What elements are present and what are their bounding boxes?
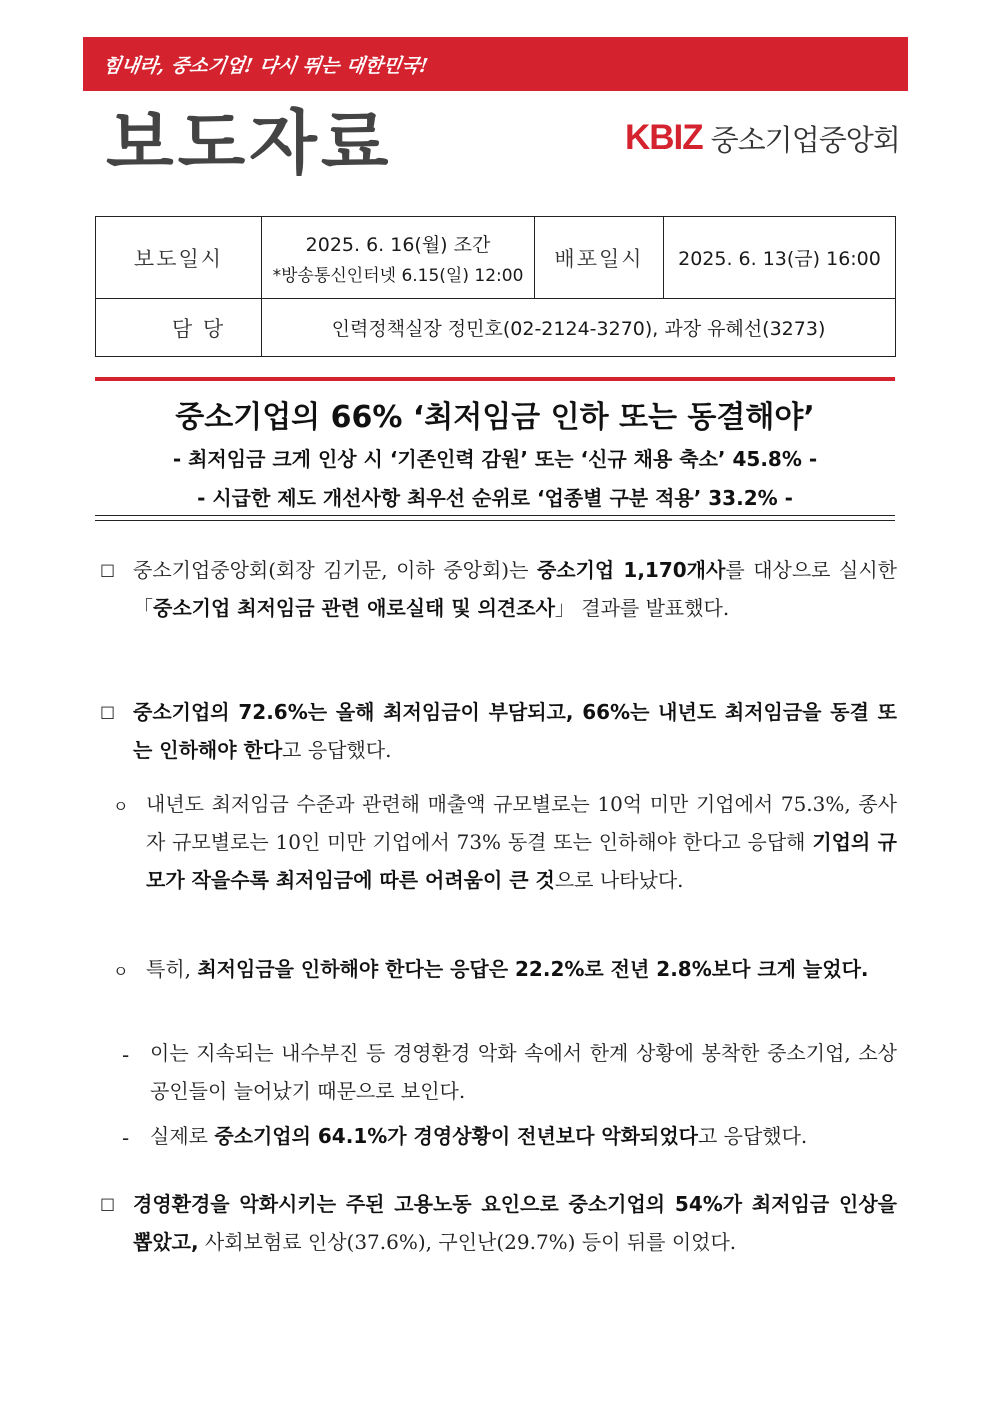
body-paragraph-2: 중소기업의 72.6%는 올해 최저임금이 부담되고, 66%는 내년도 최저임금을 동결 또는 인하해야 한다고 응답했다. xyxy=(133,700,897,762)
release-date: 2025. 6. 16(월) 조간 xyxy=(305,233,491,256)
release-date-cell xyxy=(262,217,535,299)
subheadline-2: - 시급한 제도 개선사항 최우선 순위로 ‘업종별 구분 적용’ 33.2% - xyxy=(197,486,793,510)
distribute-date: 2025. 6. 13(금) 16:00 xyxy=(664,217,896,299)
kbiz-logo xyxy=(625,118,900,158)
body-paragraph-7: 경영환경을 악화시키는 주된 고용노동 요인으로 중소기업의 54%가 최저임금 인상을 뽑았고, 사회보험료 인상(37.6%), 구인난(29.7%) 등이 뒤를 이었다. xyxy=(133,1192,897,1254)
contact-value: 인력정책실장 정민호(02-2124-3270), 과장 유혜선(3273) xyxy=(262,299,896,357)
logo-brand: KBIZ xyxy=(625,118,703,157)
body-paragraph-6: 실제로 중소기업의 64.1%가 경영상황이 전년보다 악화되었다고 응답했다. xyxy=(150,1124,808,1148)
dash-bullet-1: - xyxy=(122,1043,130,1067)
distribute-label: 배포일시 xyxy=(535,217,664,299)
square-bullet-3: □ xyxy=(100,1194,116,1213)
body-paragraph-3: 내년도 최저임금 수준과 관련해 매출액 규모별로는 10억 미만 기업에서 75.3%, 종사자 규모별로는 10인 미만 기업에서 73% 동결 또는 인하해야 한다고 응답해 기업의 규모가 작을수록 최저임금에 따른 어려움이 큰 것으로 나타났다. xyxy=(146,792,897,892)
release-info-table xyxy=(95,216,896,357)
square-bullet-1: □ xyxy=(100,560,116,579)
dash-bullet-2: - xyxy=(122,1126,130,1150)
top-banner xyxy=(83,37,908,91)
logo-org: 중소기업중앙회 xyxy=(710,122,900,157)
double-divider xyxy=(95,515,895,521)
release-label: 보도일시 xyxy=(96,217,262,299)
contact-label: 담 당 xyxy=(96,299,262,357)
body-paragraph-1: 중소기업중앙회(회장 김기문, 이하 중앙회)는 중소기업 1,170개사를 대상으로 실시한 「중소기업 최저임금 관련 애로실태 및 의견조사」 결과를 발표했다. xyxy=(133,558,898,620)
circle-bullet-2: ㅇ xyxy=(113,962,129,981)
red-divider xyxy=(95,377,895,381)
circle-bullet-1: ㅇ xyxy=(113,797,129,816)
body-paragraph-5: 이는 지속되는 내수부진 등 경영환경 악화 속에서 한계 상황에 봉착한 중소기업, 소상공인들이 늘어났기 때문으로 보인다. xyxy=(150,1041,897,1103)
body-paragraph-4: 특히, 최저임금을 인하해야 한다는 응답은 22.2%로 전년 2.8%보다 크게 늘었다. xyxy=(146,957,869,981)
banner-slogan: 힘내라, 중소기업! 다시 뛰는 대한민국! xyxy=(101,55,430,77)
square-bullet-2: □ xyxy=(100,702,116,721)
release-note: *방송통신인터넷 6.15(일) 12:00 xyxy=(272,265,524,286)
subheadline-1: - 최저임금 크게 인상 시 ‘기존인력 감원’ 또는 ‘신규 채용 축소’ 45.8% - xyxy=(172,447,818,471)
page-title: 보도자료 xyxy=(106,102,393,184)
headline: 중소기업의 66% ‘최저임금 인하 또는 동결해야’ xyxy=(175,400,815,435)
